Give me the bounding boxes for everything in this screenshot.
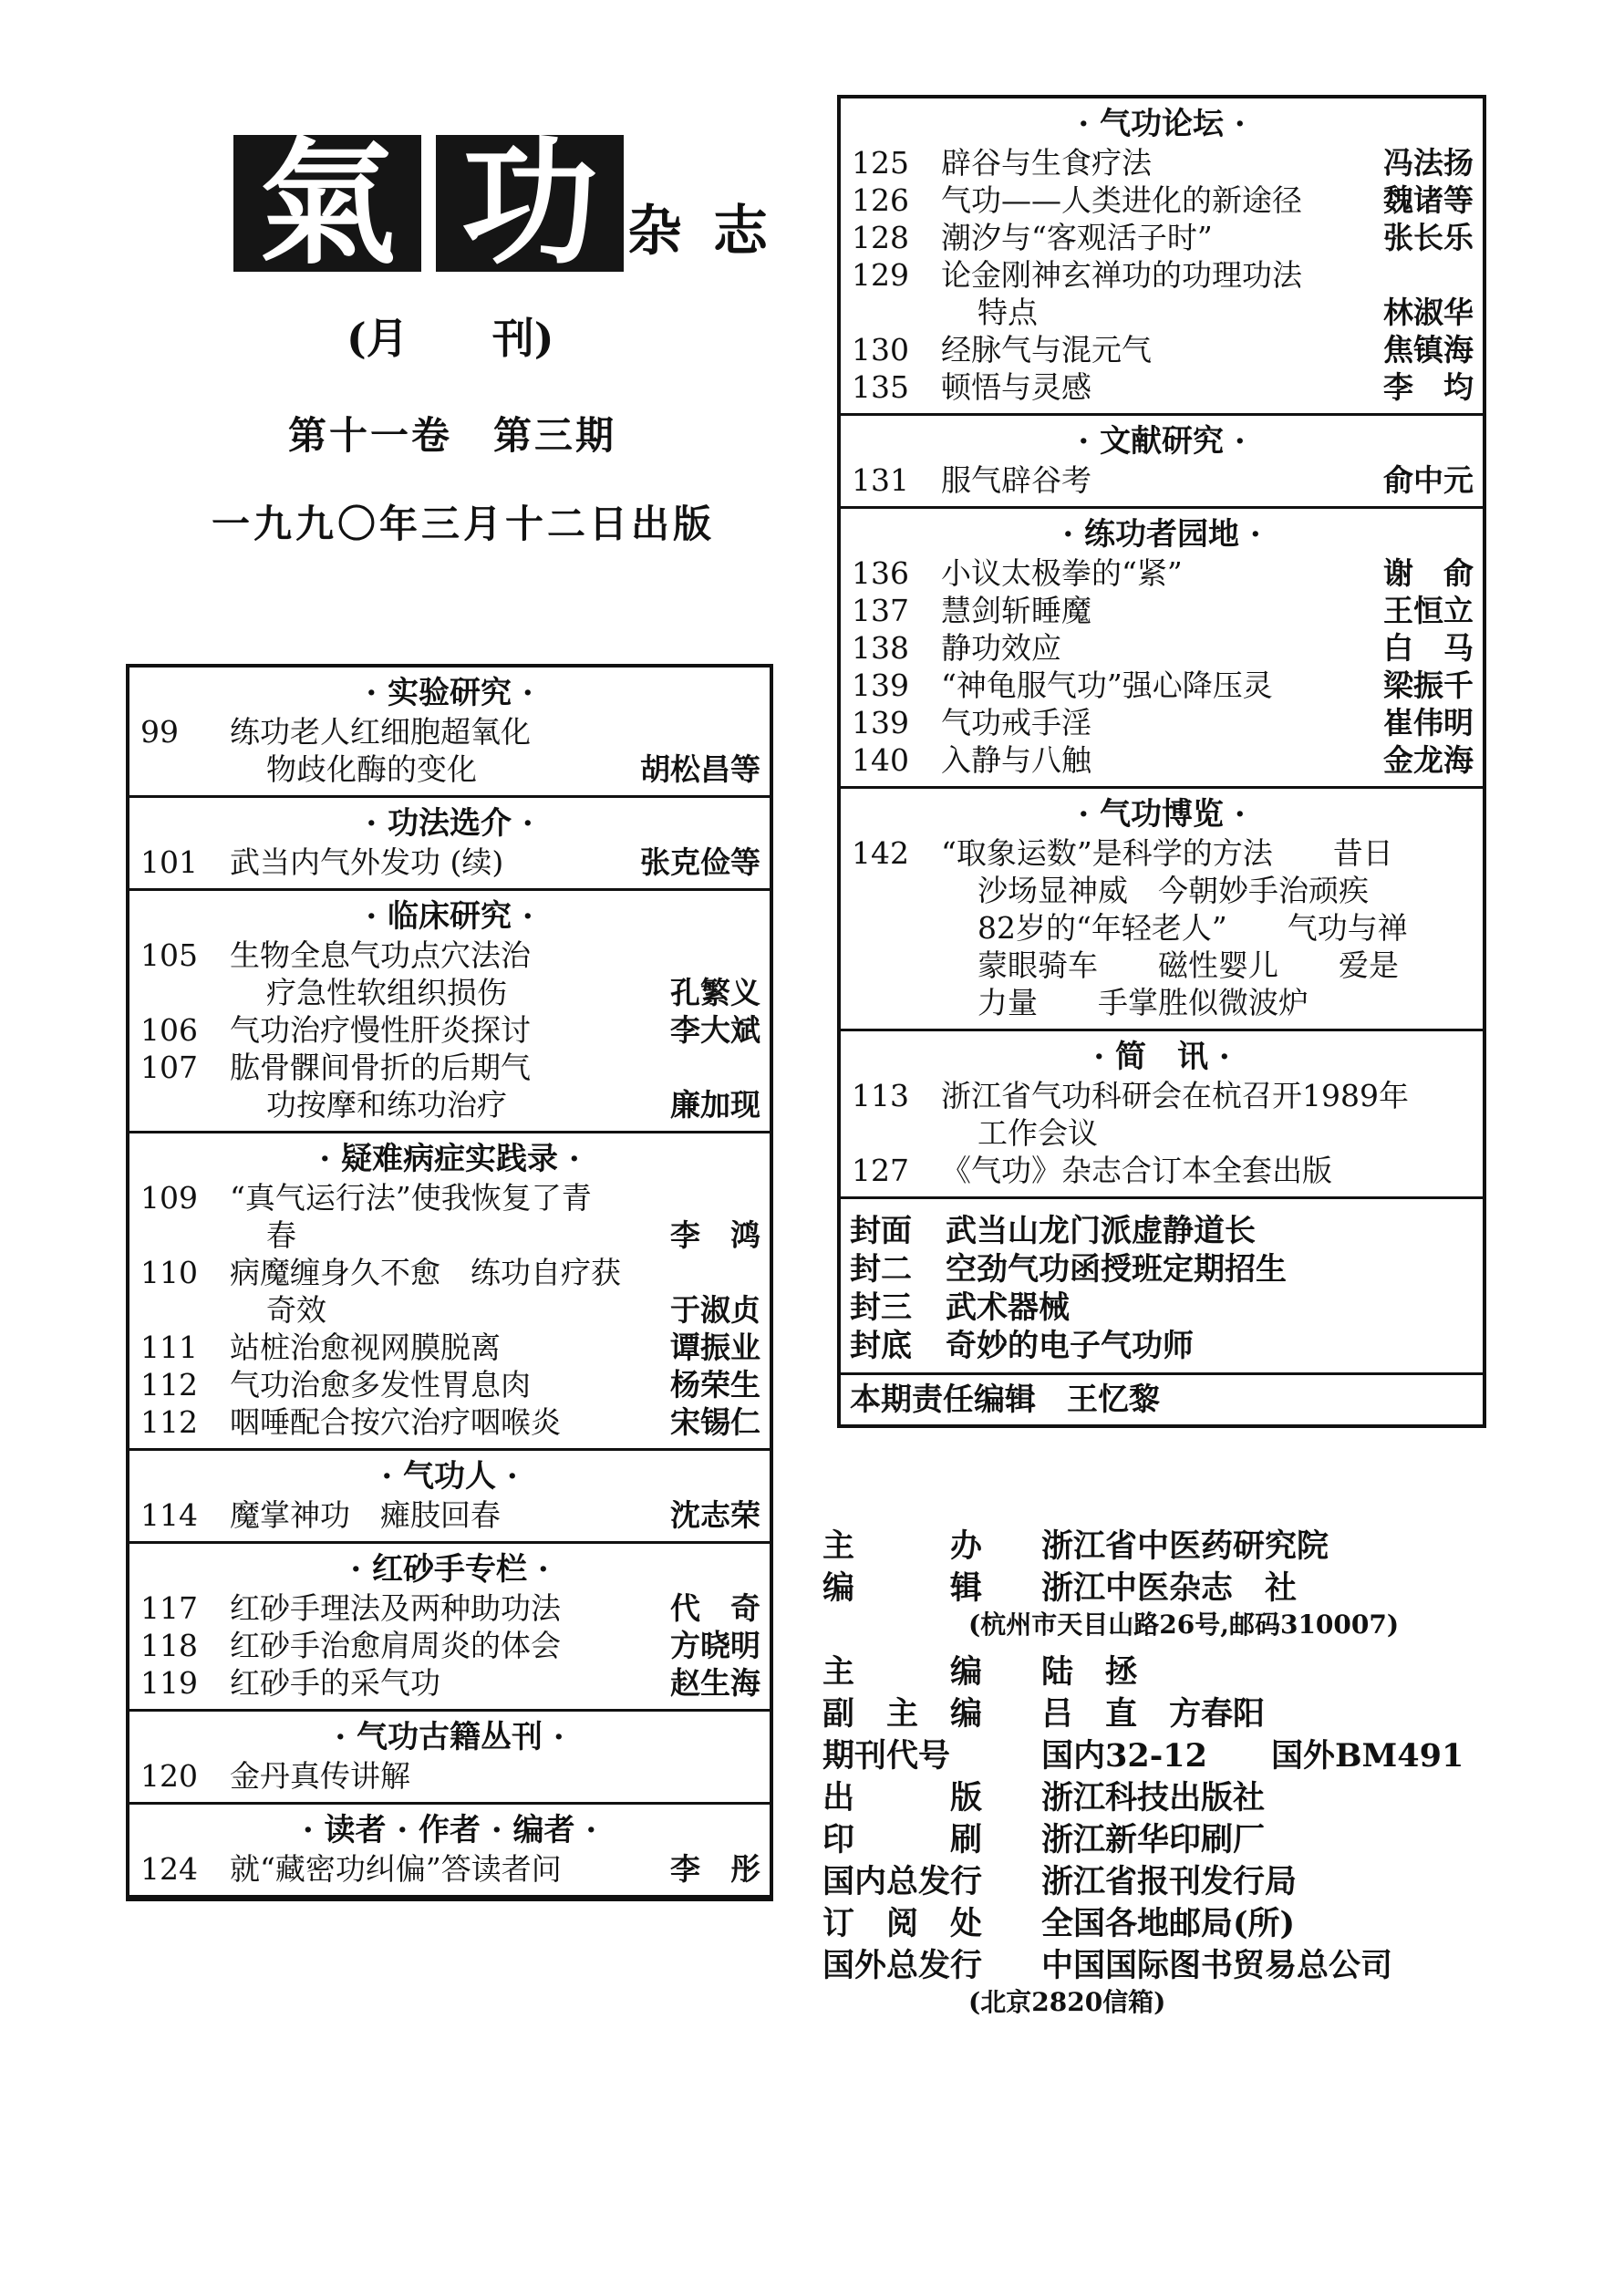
toc-entry <box>841 1077 1483 1114</box>
colophon-label: 订 阅 处 <box>822 1905 983 1942</box>
article-title: 武当内气外发功 (续) <box>230 844 504 880</box>
toc-entry <box>129 1049 770 1086</box>
article-author: 宋锡仁 <box>670 1404 760 1440</box>
article-author: 谢 俞 <box>1383 555 1474 591</box>
article-title: 入静与八触 <box>941 742 1091 778</box>
page-number: 113 <box>852 1078 909 1113</box>
section-title: · 临床研究 · <box>366 898 533 935</box>
page-number: 139 <box>852 668 909 703</box>
page-number: 101 <box>140 844 198 880</box>
toc-entry <box>841 872 1483 909</box>
logo-char-gong: 功 <box>436 135 624 272</box>
page-number: 137 <box>852 593 909 628</box>
page-number: 142 <box>852 835 909 871</box>
article-title: 生物全息气功点穴法治 <box>230 937 531 973</box>
toc-entry <box>129 750 770 788</box>
page-number: 109 <box>140 1180 198 1216</box>
section-title: · 气功博览 · <box>1078 796 1246 833</box>
article-author: 张克俭等 <box>640 844 760 880</box>
article-title: 慧剑斩睡魔 <box>941 593 1091 628</box>
article-author: 白 马 <box>1383 630 1474 666</box>
article-title: 特点 <box>978 295 1038 330</box>
cover-label: 封面 <box>850 1213 912 1249</box>
page-number: 135 <box>852 369 909 405</box>
colophon-label: 主 办 <box>822 1527 983 1565</box>
article-title: 疗急性软组织损伤 <box>266 975 507 1010</box>
page-number: 110 <box>140 1255 198 1290</box>
page-number: 139 <box>852 705 909 740</box>
toc-entry <box>841 984 1483 1021</box>
section-title: · 功法选介 · <box>366 805 533 842</box>
colophon-label: 主 编 <box>822 1653 983 1691</box>
page-number: 120 <box>140 1758 198 1794</box>
article-title: 就“藏密功纠偏”答读者问 <box>230 1851 562 1887</box>
cover-text: 奇妙的电子气功师 <box>946 1328 1194 1364</box>
colophon-row <box>822 1689 1479 1733</box>
article-title: 82岁的“年轻老人” 气功与禅 <box>978 910 1408 946</box>
colophon-text: 浙江省报刊发行局 <box>1041 1863 1298 1900</box>
colophon-text: (杭州市天目山路26号,邮码310007) <box>968 1609 1400 1640</box>
colophon-text: 浙江新华印刷厂 <box>1041 1821 1266 1858</box>
colophon-text: 陆 拯 <box>1041 1653 1138 1691</box>
toc-entry <box>129 1664 770 1702</box>
toc-entry <box>129 844 770 881</box>
page-number: 124 <box>140 1851 198 1887</box>
cover-label: 封底 <box>850 1328 912 1364</box>
article-author: 方晓明 <box>670 1628 760 1663</box>
toc-section <box>841 1031 1483 1199</box>
toc-entry <box>841 181 1483 219</box>
toc-entry <box>129 1291 770 1329</box>
article-author: 魏诸等 <box>1383 182 1474 218</box>
article-title: 工作会议 <box>978 1115 1098 1151</box>
colophon-text: (北京2820信箱) <box>968 1987 1166 2017</box>
article-title: 咽唾配合按穴治疗咽喉炎 <box>230 1404 561 1440</box>
article-author: 金龙海 <box>1383 742 1474 778</box>
toc-entry <box>841 667 1483 704</box>
colophon-text: 吕 直 方春阳 <box>1041 1695 1266 1733</box>
colophon-label: 期刊代号 <box>822 1737 951 1775</box>
article-author: 崔伟明 <box>1383 705 1474 740</box>
article-title: 气功治愈多发性胃息肉 <box>230 1367 531 1402</box>
toc-entry <box>129 1011 770 1049</box>
article-title: 服气辟谷考 <box>941 462 1091 498</box>
article-author: 谭振业 <box>670 1330 760 1365</box>
toc-right-column <box>837 95 1486 1428</box>
toc-entry <box>841 1152 1483 1189</box>
toc-entry <box>841 144 1483 181</box>
section-title: · 疑难病症实践录 · <box>319 1141 580 1177</box>
article-author: 王恒立 <box>1383 593 1474 628</box>
section-title: · 红砂手专栏 · <box>350 1551 549 1588</box>
colophon-row <box>822 1731 1479 1775</box>
cover-text: 武术器械 <box>946 1289 1070 1326</box>
cover-entry <box>841 1250 1483 1289</box>
toc-entry <box>129 1496 770 1534</box>
article-title: 沙场显神威 今朝妙手治顽疾 <box>978 873 1369 908</box>
colophon-row <box>822 1605 1479 1645</box>
colophon-text: 中国国际图书贸易总公司 <box>1041 1947 1393 1984</box>
article-author: 李 鸿 <box>670 1217 760 1253</box>
toc-entry <box>129 1329 770 1366</box>
article-author: 俞中元 <box>1383 462 1474 498</box>
toc-section <box>129 798 770 891</box>
article-title: 顿悟与灵感 <box>941 369 1091 405</box>
toc-entry <box>841 741 1483 779</box>
toc-entry <box>841 704 1483 741</box>
colophon-label: 国内总发行 <box>822 1863 983 1900</box>
article-title: 《气功》杂志合订本全套出版 <box>941 1153 1332 1188</box>
article-author: 赵生海 <box>670 1665 760 1701</box>
colophon-label: 副 主 编 <box>822 1695 983 1733</box>
volume-issue: 第十一卷 第三期 <box>288 413 617 458</box>
article-author: 孔繁义 <box>670 975 760 1010</box>
colophon <box>822 1521 1479 2032</box>
page-number: 119 <box>140 1665 198 1701</box>
article-title: 经脉气与混元气 <box>941 332 1152 367</box>
cover-text: 空劲气功函授班定期招生 <box>946 1251 1287 1288</box>
section-title: · 气功人 · <box>381 1458 518 1495</box>
article-title: 魔掌神功 瘫肢回春 <box>230 1497 501 1533</box>
article-title: 金丹真传讲解 <box>230 1758 410 1794</box>
page-number: 128 <box>852 220 909 255</box>
toc-entry <box>841 368 1483 406</box>
article-title: 红砂手治愈肩周炎的体会 <box>230 1628 561 1663</box>
article-title: 蒙眼骑车 磁性婴儿 爱是 <box>978 947 1399 983</box>
toc-entry <box>841 592 1483 629</box>
page-number: 105 <box>140 937 198 973</box>
toc-entry <box>841 461 1483 499</box>
article-author: 焦镇海 <box>1383 332 1474 367</box>
article-title: “取象运数”是科学的方法 昔日 <box>941 835 1393 871</box>
colophon-row <box>822 1647 1479 1691</box>
article-author: 林淑华 <box>1383 295 1474 330</box>
section-title: · 实验研究 · <box>366 675 533 711</box>
article-title: 小议太极拳的“紧” <box>941 555 1183 591</box>
cover-entry <box>841 1289 1483 1327</box>
colophon-row <box>822 1899 1479 1942</box>
toc-entry <box>841 947 1483 984</box>
page-number: 136 <box>852 555 909 591</box>
toc-entry <box>841 294 1483 331</box>
colophon-row <box>822 1815 1479 1858</box>
article-author: 代 奇 <box>670 1590 760 1626</box>
colophon-text: 浙江科技出版社 <box>1041 1779 1266 1816</box>
section-title: · 气功古籍丛刊 · <box>335 1719 564 1755</box>
article-author: 胡松昌等 <box>640 751 760 787</box>
colophon-text: 国内32-12 国外BM491 <box>1041 1737 1464 1775</box>
section-title: · 练功者园地 · <box>1062 516 1261 553</box>
article-author: 李 均 <box>1383 369 1474 405</box>
colophon-label: 国外总发行 <box>822 1947 983 1984</box>
toc-section <box>841 509 1483 789</box>
article-author: 杨荣生 <box>670 1367 760 1402</box>
page-number: 117 <box>140 1590 198 1626</box>
toc-entry <box>841 256 1483 294</box>
colophon-row <box>822 1563 1479 1607</box>
article-title: 气功治疗慢性肝炎探讨 <box>230 1012 531 1048</box>
toc-entry <box>129 1254 770 1291</box>
toc-left-column <box>126 664 773 1901</box>
toc-entry <box>841 331 1483 368</box>
page-number: 138 <box>852 630 909 666</box>
toc-entry <box>129 1179 770 1216</box>
article-title: 红砂手的采气功 <box>230 1665 440 1701</box>
cover-entry <box>841 1327 1483 1365</box>
toc-section <box>129 1451 770 1544</box>
article-title: 站桩治愈视网膜脱离 <box>230 1330 501 1365</box>
article-title: 病魔缠身久不愈 练功自疗获 <box>230 1255 621 1290</box>
toc-section <box>129 668 770 798</box>
article-author: 李 彤 <box>670 1851 760 1887</box>
colophon-text: 全国各地邮局(所) <box>1041 1905 1296 1942</box>
colophon-label: 印 刷 <box>822 1821 983 1858</box>
page-number: 126 <box>852 182 909 218</box>
toc-entry <box>129 1086 770 1123</box>
article-title: 奇效 <box>266 1292 326 1328</box>
toc-entry <box>129 713 770 750</box>
article-title: 力量 手掌胜似微波炉 <box>978 985 1309 1020</box>
page-number: 129 <box>852 257 909 293</box>
page-number: 140 <box>852 742 909 778</box>
colophon-text: 浙江省中医药研究院 <box>1041 1527 1329 1565</box>
page-number: 112 <box>140 1404 198 1440</box>
article-author: 廉加现 <box>670 1087 760 1123</box>
toc-entry <box>129 1216 770 1254</box>
toc-entry <box>129 1403 770 1441</box>
toc-section <box>841 416 1483 509</box>
article-title: 物歧化酶的变化 <box>266 751 477 787</box>
page-number: 112 <box>140 1367 198 1402</box>
page-number: 107 <box>140 1050 198 1085</box>
article-title: 论金刚神玄禅功的功理功法 <box>941 257 1302 293</box>
publication-date: 一九九〇年三月十二日出版 <box>212 502 716 546</box>
article-author: 李大斌 <box>670 1012 760 1048</box>
article-title: 红砂手理法及两种助功法 <box>230 1590 561 1626</box>
toc-entry <box>129 1627 770 1664</box>
toc-entry <box>841 629 1483 667</box>
toc-section <box>841 789 1483 1031</box>
colophon-row <box>822 1857 1479 1900</box>
toc-entry <box>841 909 1483 947</box>
article-author: 张长乐 <box>1383 220 1474 255</box>
monthly-label: (月 刊) <box>347 314 554 363</box>
toc-entry <box>129 974 770 1011</box>
toc-entry <box>129 1366 770 1403</box>
article-title: 辟谷与生食疗法 <box>941 145 1152 181</box>
article-title: 气功戒手淫 <box>941 705 1091 740</box>
article-author: 冯法扬 <box>1383 145 1474 181</box>
colophon-row <box>822 1941 1479 1984</box>
toc-section <box>129 1133 770 1451</box>
article-title: 春 <box>266 1217 296 1253</box>
editor-in-charge: 本期责任编辑 王忆黎 <box>850 1382 1160 1418</box>
article-title: 静功效应 <box>941 630 1061 666</box>
page-number: 99 <box>140 714 179 750</box>
article-title: 肱骨髁间骨折的后期气 <box>230 1050 531 1085</box>
section-title: · 文献研究 · <box>1078 423 1246 460</box>
article-title: 潮汐与“客观活子时” <box>941 220 1213 255</box>
toc-entry <box>841 554 1483 592</box>
page-number: 130 <box>852 332 909 367</box>
article-title: 浙江省气功科研会在杭召开1989年 <box>941 1078 1409 1113</box>
toc-section <box>129 1712 770 1805</box>
toc-section <box>841 98 1483 416</box>
toc-entry <box>841 1114 1483 1152</box>
page-number: 131 <box>852 462 909 498</box>
cover-text: 武当山龙门派虚静道长 <box>946 1213 1256 1249</box>
toc-entry <box>129 1757 770 1795</box>
toc-entry <box>841 834 1483 872</box>
cover-label: 封三 <box>850 1289 912 1326</box>
page-number: 127 <box>852 1153 909 1188</box>
article-title: “真气运行法”使我恢复了青 <box>230 1180 592 1216</box>
logo-char-qi: 氣 <box>233 135 421 272</box>
cover-entry <box>841 1212 1483 1250</box>
toc-section <box>129 891 770 1133</box>
article-author: 梁振千 <box>1383 668 1474 703</box>
article-author: 沈志荣 <box>670 1497 760 1533</box>
section-title: · 气功论坛 · <box>1078 106 1246 142</box>
article-title: 练功老人红细胞超氧化 <box>230 714 531 750</box>
page-number: 111 <box>140 1330 198 1365</box>
page-number: 125 <box>852 145 909 181</box>
page-number: 118 <box>140 1628 198 1663</box>
colophon-text: 浙江中医杂志 社 <box>1041 1569 1298 1607</box>
article-title: “神龟服气功”强心降压灵 <box>941 668 1273 703</box>
toc-entry <box>129 937 770 974</box>
toc-entry <box>129 1589 770 1627</box>
article-title: 气功——人类进化的新途径 <box>941 182 1302 218</box>
toc-section <box>129 1805 770 1898</box>
colophon-row <box>822 1521 1479 1565</box>
page-number: 106 <box>140 1012 198 1048</box>
colophon-row <box>822 1773 1479 1816</box>
toc-section <box>129 1544 770 1712</box>
cover-label: 封二 <box>850 1251 912 1288</box>
magazine-label: 杂志 <box>627 200 799 264</box>
article-title: 功按摩和练功治疗 <box>266 1087 507 1123</box>
colophon-label: 编 辑 <box>822 1569 983 1607</box>
page-number: 114 <box>140 1497 198 1533</box>
colophon-label: 出 版 <box>822 1779 983 1816</box>
section-title: · 简 讯 · <box>1093 1039 1230 1075</box>
section-title: · 读者 · 作者 · 编者 · <box>302 1812 597 1848</box>
covers-section <box>841 1199 1483 1375</box>
toc-entry <box>129 1850 770 1888</box>
toc-entry <box>841 219 1483 256</box>
colophon-row <box>822 1982 1479 2023</box>
article-author: 于淑贞 <box>670 1292 760 1328</box>
